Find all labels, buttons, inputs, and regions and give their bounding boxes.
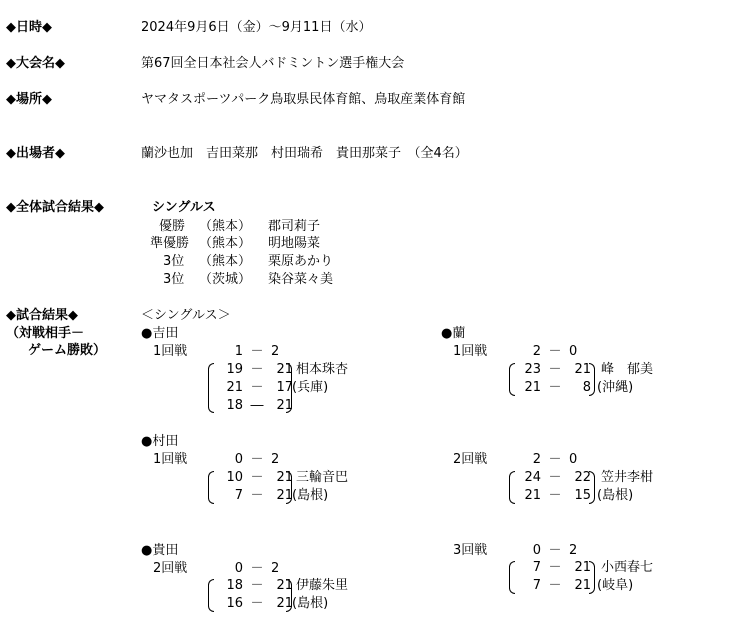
game-score [221,578,293,594]
score-value: 10 [226,470,243,485]
match-total [221,561,279,577]
score-value: 2 [271,452,280,467]
game-score [221,488,293,504]
bracket-right [589,471,595,504]
score-value: 21 [524,380,541,395]
overall-rank: 3位 [163,272,185,287]
score-value: 21 [276,470,293,485]
game-score [221,380,293,396]
opponent-name: 小西春七 [601,560,654,575]
score-value: 0 [234,452,243,467]
score-value: 21 [276,578,293,593]
score-separator: － [250,561,264,576]
score-value: 0 [532,543,541,558]
opponent-pref: (島根) [292,488,329,503]
opponent-name: 峰 郁美 [601,362,654,377]
player-name-ran: ●蘭 [441,326,466,341]
score-separator: － [250,380,264,395]
score-separator: － [250,578,264,593]
score-separator: － [250,488,264,503]
score-separator: － [548,362,562,377]
overall-label: ◆全体試合結果◆ [6,200,104,215]
overall-pref: （熊本） [199,236,252,251]
overall-rank: 3位 [163,254,185,269]
score-value: 21 [574,362,591,377]
score-value: 21 [226,380,243,395]
match-round: 2回戦 [453,452,488,467]
match-round: 1回戦 [153,344,188,359]
score-separator: － [548,470,562,485]
score-value: 2 [532,344,541,359]
opponent-pref: (沖縄) [597,380,634,395]
match-total [519,452,577,468]
overall-rank: 優勝 [159,219,186,234]
score-value: 21 [276,488,293,503]
overall-name: 明地陽菜 [268,236,321,251]
score-value: 23 [524,362,541,377]
score-value: 0 [569,452,578,467]
overall-pref: （熊本） [199,254,252,269]
score-value: 18 [226,398,243,413]
game-score [221,362,293,378]
results-note-line2: ゲーム勝敗） [28,343,107,358]
event-value: 第67回全日本社会人バドミントン選手権大会 [141,56,405,71]
score-value: 7 [532,578,541,593]
players-value: 蘭沙也加 吉田菜那 村田瑞希 貴田那菜子 （全4名） [141,146,468,161]
game-score [519,560,591,576]
match-round: 2回戦 [153,561,188,576]
opponent-name: 相本珠杏 [296,362,349,377]
game-score [519,362,591,378]
score-separator: － [548,344,562,359]
bracket-right [589,561,595,594]
overall-name: 栗原あかり [268,254,334,269]
game-score [519,578,591,594]
overall-pref: （熊本） [199,219,252,234]
score-value: 2 [569,543,578,558]
match-round: 1回戦 [153,452,188,467]
game-score [519,380,591,396]
score-value: 21 [276,596,293,611]
score-separator: － [548,560,562,575]
player-name-yoshida: ●吉田 [141,326,179,341]
opponent-pref: (島根) [292,596,329,611]
score-value: 7 [234,488,243,503]
opponent-name: 伊藤朱里 [296,578,349,593]
score-value: 24 [524,470,541,485]
score-value: 17 [276,380,293,395]
score-separator: － [250,344,264,359]
players-label: ◆出場者◆ [6,146,65,161]
results-category: ＜シングルス＞ [141,308,231,323]
score-value: 15 [574,488,591,503]
score-value: 7 [532,560,541,575]
score-separator: － [548,543,562,558]
overall-name: 郡司莉子 [268,219,321,234]
opponent-name: 三輪音巴 [296,470,349,485]
player-name-kida: ●貴田 [141,543,179,558]
score-separator: － [250,596,264,611]
bracket-left [208,471,214,504]
opponent-pref: (兵庫) [292,380,329,395]
date-value: 2024年9月6日（金）～9月11日（水） [141,20,372,35]
score-value: 1 [234,344,243,359]
score-separator: － [250,452,264,467]
overall-pref: （茨城） [199,272,252,287]
game-score [519,488,591,504]
venue-label: ◆場所◆ [6,92,52,107]
venue-value: ヤマタスポーツパーク鳥取県民体育館、鳥取産業体育館 [141,92,466,107]
results-note-line1: （対戦相手－ [6,326,85,341]
player-name-murata: ●村田 [141,434,179,449]
match-total [221,452,279,468]
overall-rank: 準優勝 [150,236,190,251]
game-score [221,398,293,414]
bracket-left [509,561,515,594]
game-score [221,596,293,612]
opponent-pref: (岐阜) [597,578,634,593]
match-round: 1回戦 [453,344,488,359]
score-separator: － [548,488,562,503]
bracket-left [208,363,214,413]
score-value: 21 [524,488,541,503]
score-separator: － [250,470,264,485]
score-value: 2 [271,344,280,359]
bracket-right [589,363,595,396]
opponent-name: 笠井李柑 [601,470,654,485]
bracket-left [509,471,515,504]
score-separator: － [548,452,562,467]
score-value: 19 [226,362,243,377]
results-label: ◆試合結果◆ [6,308,78,323]
score-value: 0 [569,344,578,359]
match-round: 3回戦 [453,543,488,558]
score-value: 22 [574,470,591,485]
score-separator: － [548,380,562,395]
score-value: 21 [574,578,591,593]
score-value: 18 [226,578,243,593]
score-separator: ― [250,398,264,413]
event-label: ◆大会名◆ [6,56,65,71]
game-score [221,470,293,486]
match-total [221,344,279,360]
overall-name: 染谷菜々美 [268,272,334,287]
score-value: 0 [234,561,243,576]
game-score [519,470,591,486]
date-label: ◆日時◆ [6,20,52,35]
score-value: 21 [574,560,591,575]
score-value: 8 [582,380,591,395]
score-value: 21 [276,362,293,377]
score-value: 2 [532,452,541,467]
score-separator: － [548,578,562,593]
score-value: 21 [276,398,293,413]
bracket-left [509,363,515,396]
score-value: 2 [271,561,280,576]
score-value: 16 [226,596,243,611]
score-separator: － [250,362,264,377]
overall-category: シングルス [152,200,216,215]
match-total [519,543,577,559]
opponent-pref: (島根) [597,488,634,503]
bracket-left [208,579,214,612]
match-total [519,344,577,360]
